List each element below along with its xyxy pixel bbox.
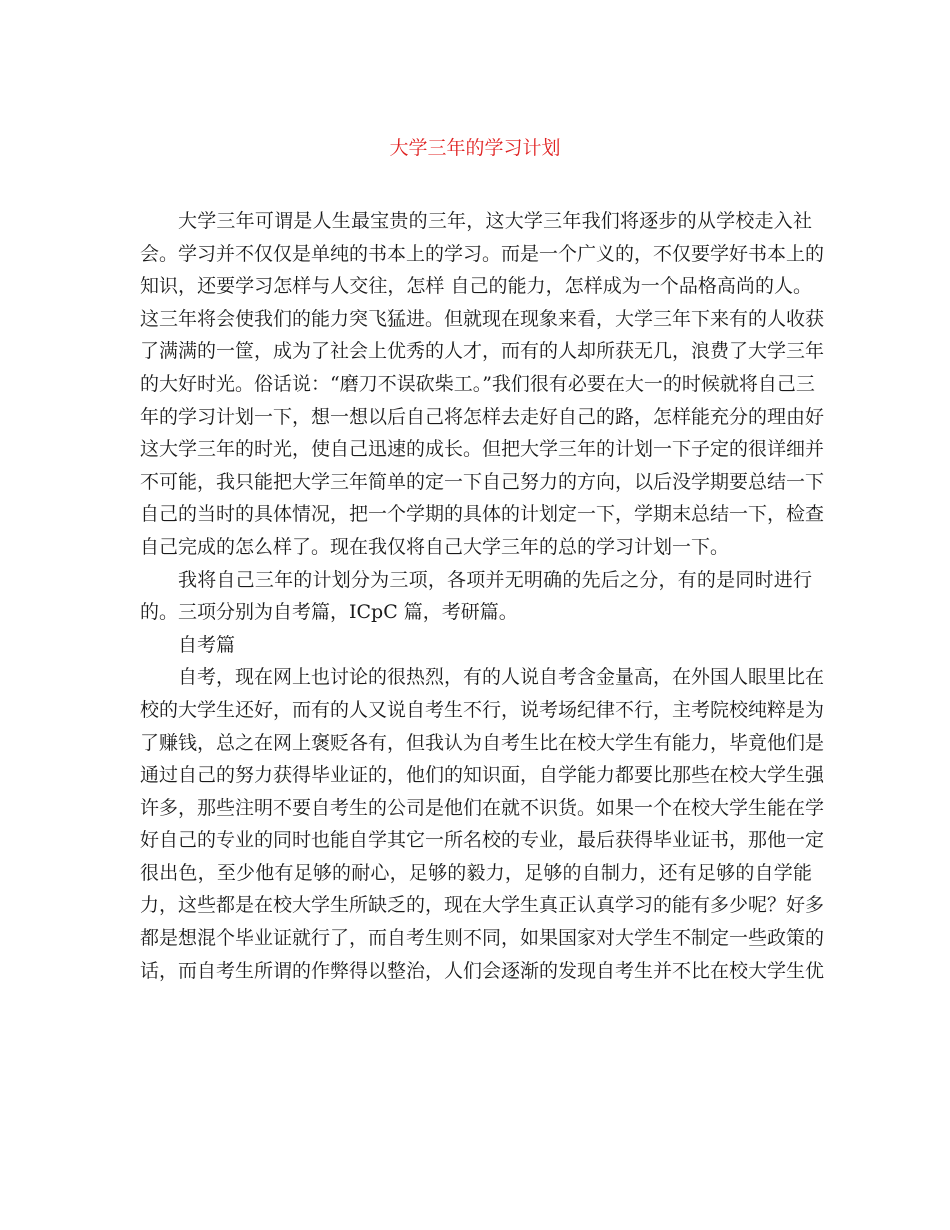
text-line: 好自己的专业的同时也能自学其它一所名校的专业，最后获得毕业证书，那他一定 bbox=[140, 829, 825, 852]
text-line: 年的学习计划一下，想一想以后自己将怎样去走好自己的路，怎样能充分的理由好 bbox=[140, 405, 825, 428]
text-line: 自己完成的怎么样了。现在我仅将自己大学三年的总的学习计划一下。 bbox=[140, 535, 730, 558]
text-line: 知识，还要学习怎样与人交往，怎样 自己的能力，怎样成为一个品格高尚的人。 bbox=[140, 275, 812, 298]
document-body bbox=[140, 205, 825, 987]
text-line: 我将自己三年的计划分为三项，各项并无明确的先后之分，有的是同时进行 bbox=[178, 568, 812, 591]
text-line: 会。学习并不仅仅是单纯的书本上的学习。而是一个广义的，不仅要学好书本上的 bbox=[140, 242, 825, 265]
text-line: 了满满的一筐，成为了社会上优秀的人才，而有的人却所获无几，浪费了大学三年 bbox=[140, 340, 825, 363]
text-line: 校的大学生还好，而有的人又说自考生不行，说考场纪律不行，主考院校纯粹是为 bbox=[140, 698, 825, 721]
text-line: 自考，现在网上也讨论的很热烈，有的人说自考含金量高，在外国人眼里比在 bbox=[178, 666, 825, 689]
text-line: 都是想混个毕业证就行了，而自考生则不同，如果国家对大学生不制定一些政策的 bbox=[140, 927, 825, 950]
text-line: 这大学三年的时光，使自己迅速的成长。但把大学三年的计划一下子定的很详细并 bbox=[140, 438, 825, 461]
text-line: 的大好时光。俗话说：“磨刀不误砍柴工。”我们很有必要在大一的时候就将自己三 bbox=[140, 372, 815, 395]
text-line: 力，这些都是在校大学生所缺乏的，现在大学生真正认真学习的能有多少呢？好多 bbox=[140, 894, 825, 917]
text-line: 大学三年可谓是人生最宝贵的三年，这大学三年我们将逐步的从学校走入社 bbox=[178, 210, 812, 232]
text-line: 话，而自考生所谓的作弊得以整治，人们会逐渐的发现自考生并不比在校大学生优 bbox=[140, 959, 825, 982]
text-line: 不可能，我只能把大学三年简单的定一下自己努力的方向，以后没学期要总结一下 bbox=[140, 470, 825, 493]
text-line: 的。三项分别为自考篇，ICpC 篇，考研篇。 bbox=[140, 601, 518, 624]
text-line: 了赚钱，总之在网上褒贬各有，但我认为自考生比在校大学生有能力，毕竟他们是 bbox=[140, 731, 825, 754]
section-heading: 自考篇 bbox=[178, 633, 236, 656]
text-line: 自己的当时的具体情况，把一个学期的具体的计划定一下，学期末总结一下，检查 bbox=[140, 503, 825, 526]
text-line: 许多，那些注明不要自考生的公司是他们在就不识货。如果一个在校大学生能在学 bbox=[140, 796, 825, 819]
text-line: 这三年将会使我们的能力突飞猛进。但就现在现象来看，大学三年下来有的人收获 bbox=[140, 307, 825, 330]
text-line: 很出色，至少他有足够的耐心，足够的毅力，足够的自制力，还有足够的自学能 bbox=[140, 861, 812, 884]
text-line: 通过自己的努力获得毕业证的，他们的知识面，自学能力都要比那些在校大学生强 bbox=[140, 764, 825, 787]
document-title: 大学三年的学习计划 bbox=[389, 137, 561, 159]
